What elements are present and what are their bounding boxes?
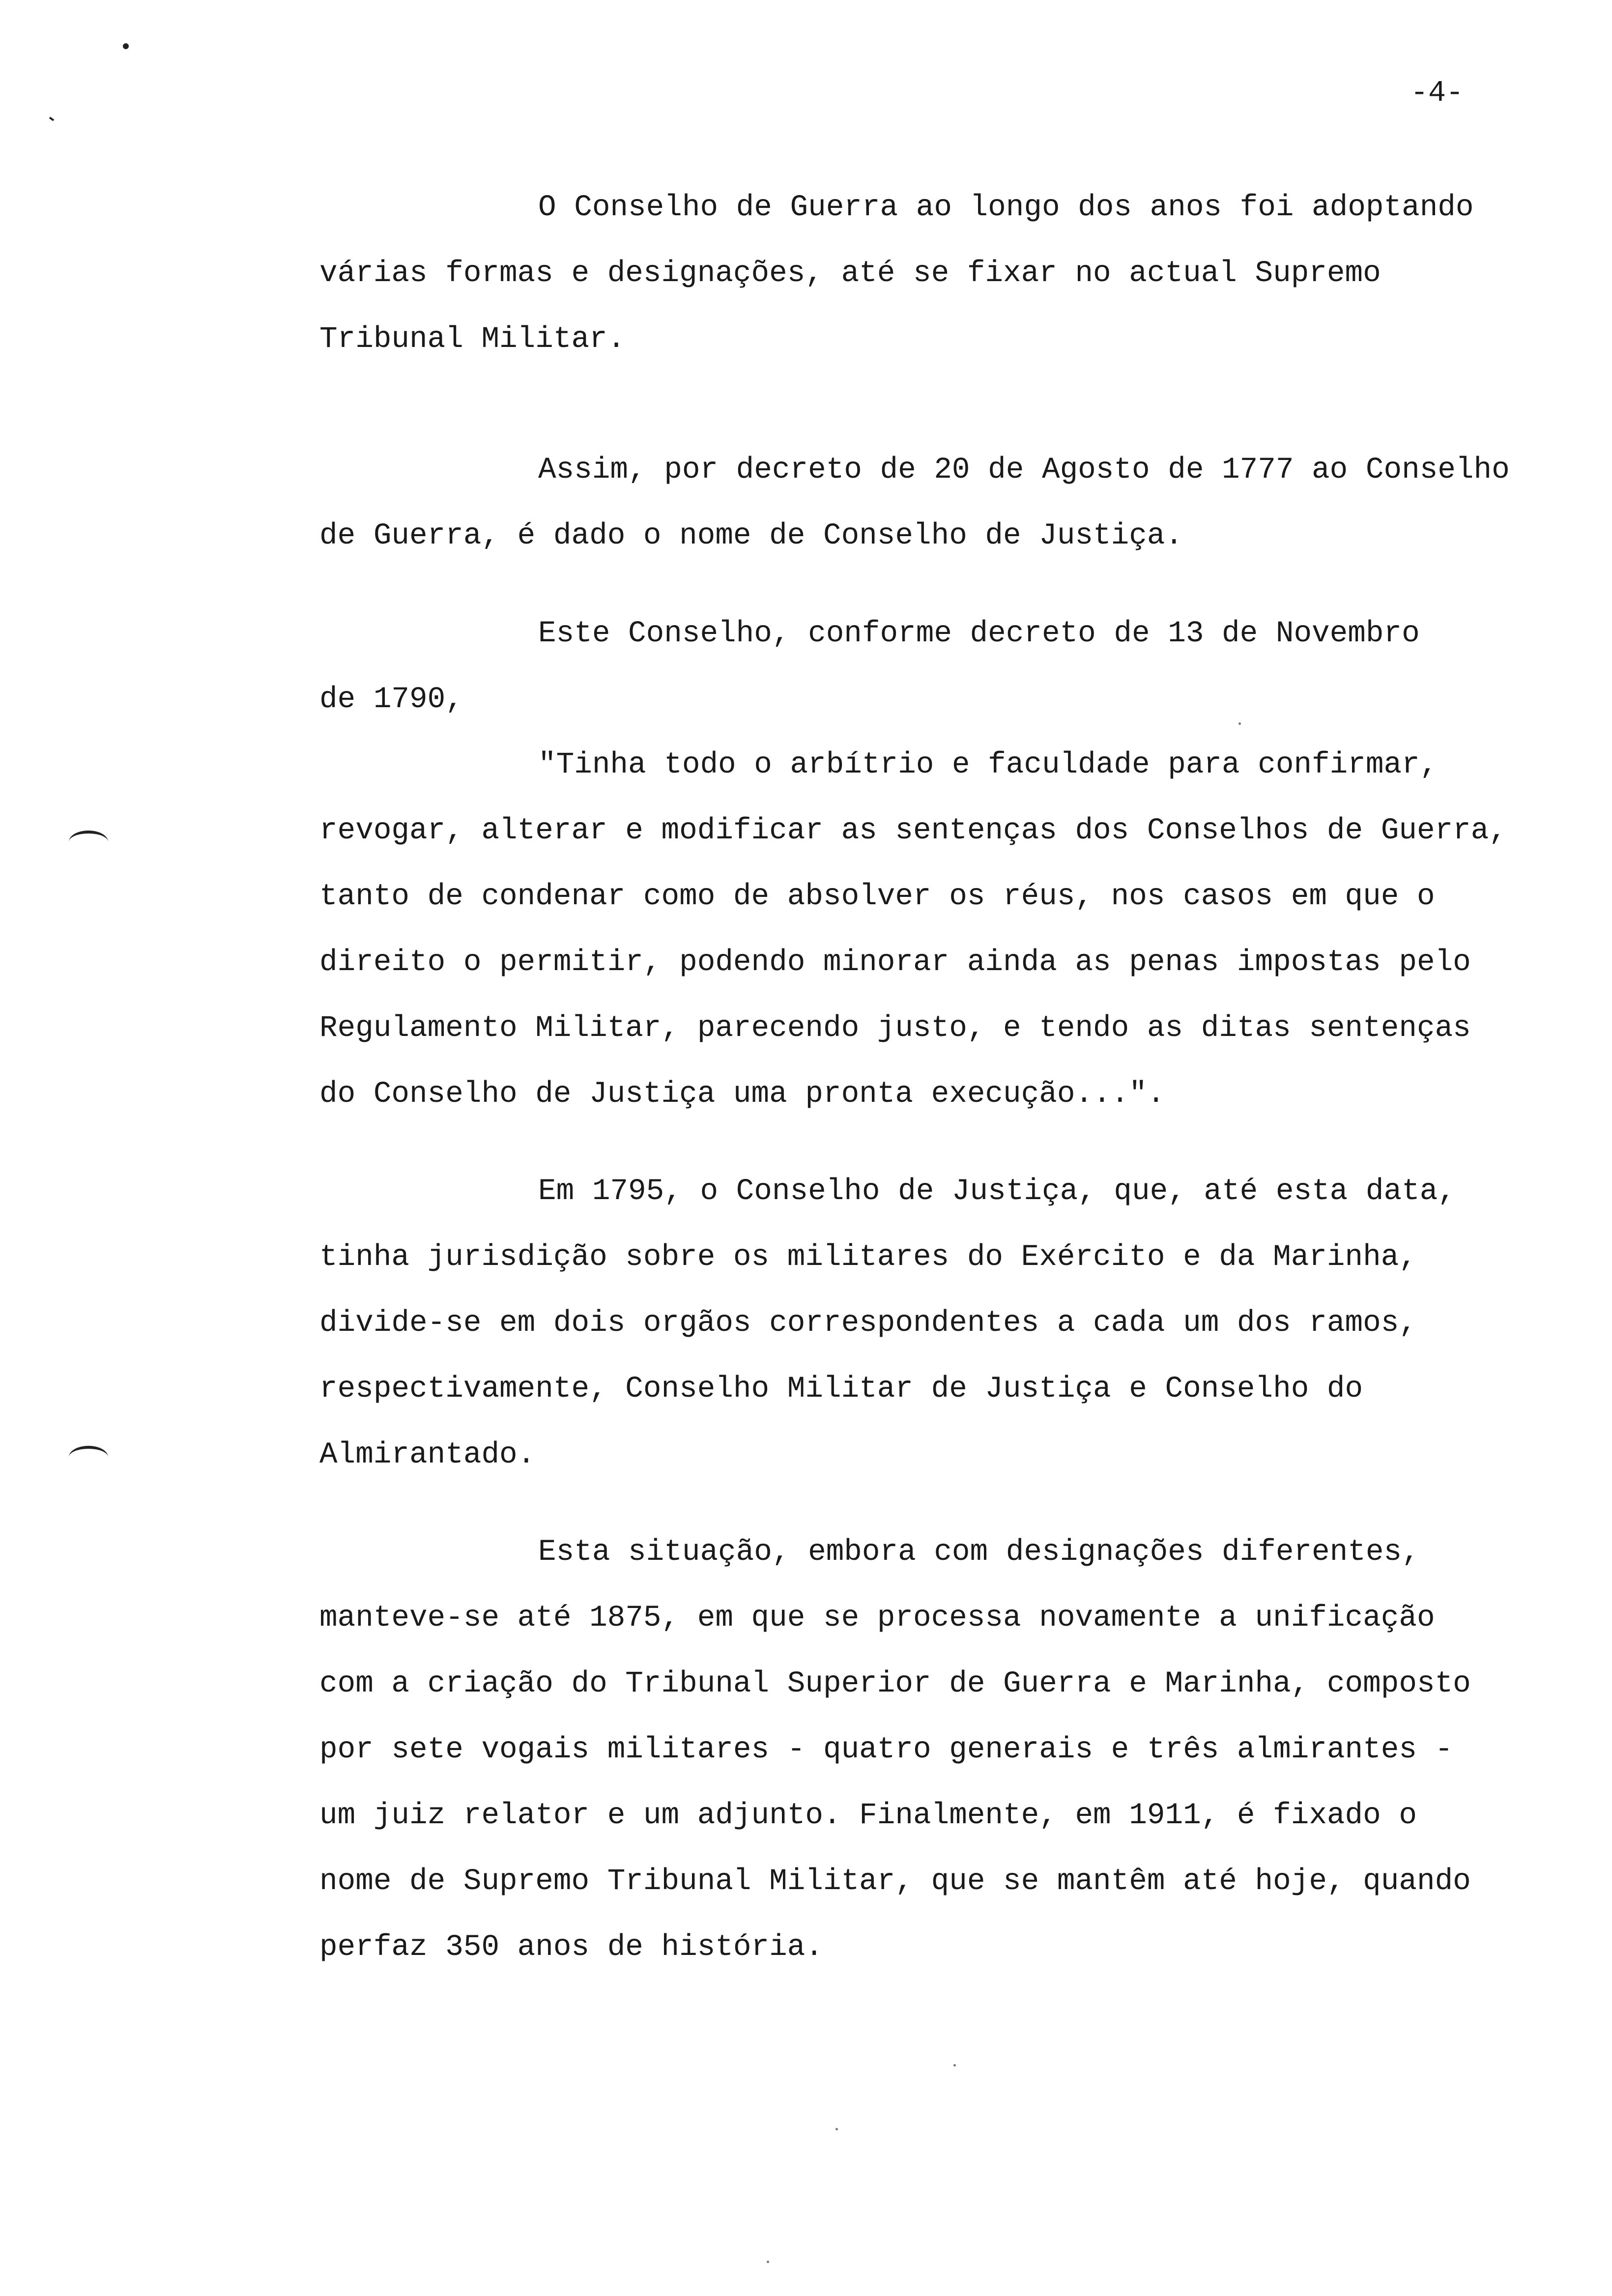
paragraph-line: várias formas e designações, até se fixar no actual Supremo [319, 257, 1381, 290]
paragraph-line: Assim, por decreto de 20 de Agosto de 1777 ao Conselho [538, 453, 1510, 487]
paragraph-line: divide-se em dois orgãos correspondentes a cada um dos ramos, [319, 1306, 1417, 1340]
paragraph-line: tinha jurisdição sobre os militares do Exército e da Marinha, [319, 1240, 1417, 1274]
paragraph-line: respectivamente, Conselho Militar de Justiça e Conselho do [319, 1372, 1363, 1406]
paragraph-line: "Tinha todo o arbítrio e faculdade para confirmar, [538, 748, 1438, 782]
punch-hole-mark-bottom [69, 1446, 108, 1468]
paragraph-line: direito o permitir, podendo minorar ainda as penas impostas pelo [319, 946, 1471, 979]
paragraph-line: do Conselho de Justiça uma pronta execução...". [319, 1077, 1165, 1111]
paragraph-line: Este Conselho, conforme decreto de 13 de Novembro [538, 617, 1420, 651]
paragraph [319, 437, 1607, 569]
scan-speck [767, 2261, 769, 2263]
paragraph-line: de 1790, [319, 683, 463, 717]
paragraph [319, 601, 1607, 733]
paragraph-line: Tribunal Militar. [319, 322, 626, 356]
paragraph [319, 1159, 1607, 1488]
paragraph-line: revogar, alterar e modificar as sentenças dos Conselhos de Guerra, [319, 814, 1507, 848]
paragraph [319, 1520, 1607, 1980]
scan-tick [49, 116, 54, 121]
paragraph-line: Almirantado. [319, 1438, 536, 1472]
paragraph [319, 175, 1607, 373]
paragraph-line: O Conselho de Guerra ao longo dos anos foi adoptando [538, 191, 1474, 225]
page-number: -4- [1410, 77, 1464, 110]
paragraph-line: Esta situação, embora com designações diferentes, [538, 1535, 1420, 1569]
paragraph-line: manteve-se até 1875, em que se processa novamente a unificação [319, 1601, 1435, 1635]
scan-dot [123, 43, 129, 49]
scan-speck [835, 2128, 838, 2130]
paragraph-line: perfaz 350 anos de história. [319, 1930, 823, 1964]
punch-hole-mark-top [69, 831, 108, 853]
quotation [319, 732, 1607, 1127]
paragraph-line: por sete vogais militares - quatro generais e três almirantes - [319, 1733, 1453, 1767]
paragraph-line: de Guerra, é dado o nome de Conselho de Justiça. [319, 519, 1183, 553]
paragraph-line: um juiz relator e um adjunto. Finalmente, em 1911, é fixado o [319, 1799, 1417, 1833]
paragraph-line: Regulamento Militar, parecendo justo, e tendo as ditas sentenças [319, 1011, 1471, 1045]
paragraph-line: nome de Supremo Tribunal Militar, que se mantêm até hoje, quando [319, 1865, 1471, 1898]
paragraph-line: tanto de condenar como de absolver os réus, nos casos em que o [319, 880, 1435, 914]
scan-speck [953, 2064, 956, 2066]
paragraph-line: Em 1795, o Conselho de Justiça, que, até esta data, [538, 1175, 1456, 1208]
paragraph-line: com a criação do Tribunal Superior de Guerra e Marinha, composto [319, 1667, 1471, 1701]
